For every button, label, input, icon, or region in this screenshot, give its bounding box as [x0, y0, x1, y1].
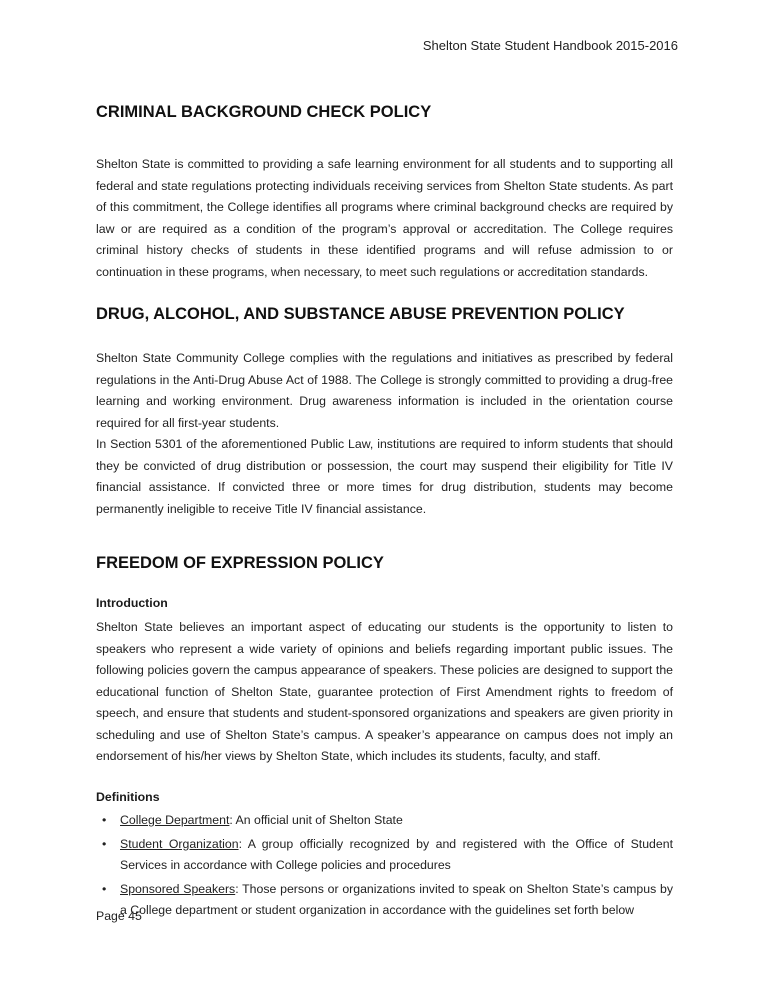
- section-title-drug-alcohol: DRUG, ALCOHOL, AND SUBSTANCE ABUSE PREVENTION POLICY: [96, 305, 625, 323]
- criminal-background-paragraph: Shelton State is committed to providing a safe learning environment for all students and to supporting all federal and state regulations protecting individuals receiving services from Shelton State students. As part of this commitment, the College identifies all programs where criminal background checks are required by law or are required as a condition of the program’s approval or accreditation. The College requires criminal history checks of students in these identified programs and will refuse admission to or continuation in these programs, when necessary, to meet such regulations or accreditation standards.: [96, 157, 673, 279]
- definition-text: : An official unit of Shelton State: [229, 813, 403, 827]
- definition-text: : A group officially recognized by and registered with the Office of Student Services in accordance with College policies and procedures: [120, 836, 673, 872]
- definition-item: [96, 810, 673, 832]
- introduction-heading: Introduction: [96, 596, 168, 610]
- drug-policy-paragraph-2: In Section 5301 of the aforementioned Public Law, institutions are required to inform students that should they be convicted of drug distribution or possession, the court may suspend their eligibility for Title IV financial assistance. If convicted three or more times for drug distribution, students may become permanently ineligible to receive Title IV financial assistance.: [96, 437, 673, 516]
- drug-policy-paragraph-1: Shelton State Community College complies with the regulations and initiatives as prescribed by federal regulations in the Anti-Drug Abuse Act of 1988. The College is strongly committed to providing a drug-free learning and working environment. Drug awareness information is included in the orientation course required for all first-year students.: [96, 351, 673, 430]
- section-title-freedom-of-expression: FREEDOM OF EXPRESSION POLICY: [96, 554, 384, 572]
- page-header: Shelton State Student Handbook 2015-2016: [422, 38, 678, 53]
- section-title-criminal-background: CRIMINAL BACKGROUND CHECK POLICY: [96, 103, 432, 121]
- bullet-icon: •: [102, 881, 107, 896]
- definitions-heading: Definitions: [96, 790, 160, 804]
- bullet-icon: •: [102, 813, 107, 827]
- bullet-icon: •: [102, 836, 107, 851]
- definitions-list: [96, 810, 673, 924]
- introduction-paragraph: Shelton State believes an important aspect of educating our students is the opportunity to listen to speakers who represent a wide variety of opinions and beliefs regarding important public issues. The following policies govern the campus appearance of speakers. These policies are designed to support the educational function of Shelton State, guarantee protection of First Amendment rights to freedom of speech, and ensure that students and student-sponsored organizations and speakers are given priority in scheduling and use of Shelton State’s campus. A speaker’s appearance on campus does not imply an endorsement of his/her views by Shelton State, which includes its students, faculty, and staff.: [96, 620, 673, 763]
- definition-term: College Department: [120, 813, 230, 827]
- definition-term: Sponsored Speakers: [120, 881, 236, 896]
- page-number: Page 45: [96, 909, 142, 923]
- definition-item: [96, 834, 673, 877]
- definition-term: Student Organization: [120, 836, 239, 851]
- definition-item: [96, 879, 673, 922]
- definition-text: : Those persons or organizations invited to speak on Shelton State’s campus by a College department or student organization in accordance with the guidelines set forth below: [120, 881, 673, 917]
